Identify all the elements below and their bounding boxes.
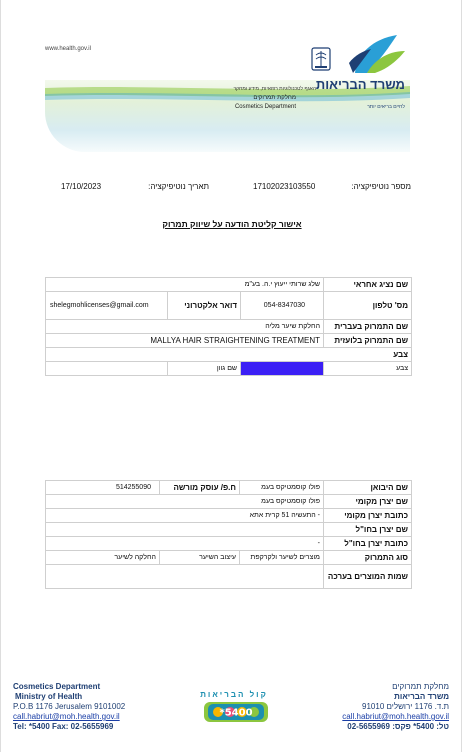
products-value [46, 565, 324, 589]
notification-number: 17102023103550 [253, 182, 316, 191]
foreign-mfr-value [46, 523, 324, 537]
table-row [46, 292, 412, 320]
notification-date-label: תאריך נוטיפיקציה: [148, 182, 209, 191]
hotline-badge [204, 702, 268, 722]
license-label: ח.פ/ עוסק מורשה [160, 481, 240, 495]
ministry-subtitle: לחיים בריאים יותר [367, 104, 405, 110]
product-details-table [45, 277, 412, 376]
table-row [46, 523, 412, 537]
table-row [46, 551, 412, 565]
footer-he-address: ת.ד. 1176 ירושלים 91010 [362, 702, 449, 711]
footer-en-address: P.O.B 1176 Jerusalem 9101002 [13, 702, 126, 711]
name-he-label: שם התמרוק בעברית [324, 320, 412, 334]
responsible-label: שם נציג אחראי [324, 278, 412, 292]
shade-label: שם גוון [168, 362, 241, 376]
manufacturer-details-table [45, 480, 412, 589]
table-row [46, 278, 412, 292]
footer-contact-he [342, 682, 449, 732]
table-row [46, 481, 412, 495]
local-mfr-label: שם יצרן מקומי [324, 495, 412, 509]
ministry-logo-icon [345, 33, 407, 75]
importer-value: פולו קוסמטיקס בעמ [240, 481, 324, 495]
local-mfr-value: פולו קוסמטיקס בעמ [46, 495, 324, 509]
products-label: שמות המוצרים בערכה [324, 565, 412, 589]
table-row [46, 320, 412, 334]
name-en-label: שם התמרוק בלועזית [324, 334, 412, 348]
email-label: דואר אלקטרוני [168, 292, 241, 320]
responsible-value: שלג שרותי ייעוץ י.ה. בע"מ [46, 278, 324, 292]
foreign-mfr-label: שם יצרן בחו"ל [324, 523, 412, 537]
footer-contact-en [13, 682, 125, 732]
phone-value: 054-8347030 [241, 292, 324, 320]
color-header: צבע [46, 348, 412, 362]
table-row [46, 537, 412, 551]
hotline-number: *5400 [219, 707, 253, 719]
hotline-title: קול הבריאות [200, 690, 268, 699]
foreign-addr-label: כתובת יצרן בחו"ל [324, 537, 412, 551]
importer-label: שם היבואן [324, 481, 412, 495]
footer-he-ministry: משרד הבריאות [394, 692, 449, 701]
type-value-1: מוצרים לשיער ולקרקפת [240, 551, 324, 565]
footer-en-email-link[interactable]: call.habriut@moh.health.gov.il [13, 712, 120, 721]
local-addr-label: כתובת יצרן מקומי [324, 509, 412, 523]
department-name-he: מחלקת תמרוקים [253, 95, 296, 101]
division-name: האגף לטכנולוגיות רפואיות, מידע ומחקר [233, 86, 316, 92]
ministry-title: משרד הבריאות [315, 77, 405, 92]
color-redacted [241, 362, 324, 376]
name-he-value: החלקת שיער מליה [46, 320, 324, 334]
table-row [46, 509, 412, 523]
footer-he-email-link[interactable]: call.habriut@moh.health.gov.il [342, 712, 449, 721]
header-url[interactable]: www.health.gov.il [45, 46, 91, 52]
notification-number-label: מספר נוטיפיקציה: [351, 182, 411, 191]
color-label: צבע [324, 362, 412, 376]
table-row [46, 565, 412, 589]
document-title: אישור קליטת הודעה על שיווק תמרוק [162, 219, 302, 229]
type-value-3: החלקה לשיער [46, 551, 160, 565]
table-row [46, 334, 412, 348]
table-row [46, 495, 412, 509]
department-name-en: Cosmetics Department [234, 104, 296, 110]
table-row [46, 362, 412, 376]
state-emblem-icon [310, 46, 332, 74]
type-value-2: עיצוב השיער [160, 551, 240, 565]
email-value[interactable]: shelegmohlicenses@gmail.com [46, 292, 168, 320]
local-addr-value: - התעשיה 51 קרית אתא [46, 509, 324, 523]
type-label: סוג התמרוק [324, 551, 412, 565]
footer-en-phone: Tel: *5400 Fax: 02-5655969 [13, 722, 114, 731]
notification-date: 17/10/2023 [61, 182, 102, 191]
license-value: 514255090 [46, 481, 160, 495]
footer-he-dept: מחלקת תמרוקים [392, 682, 449, 691]
foreign-addr-value: - [46, 537, 324, 551]
phone-label: מס' טלפון [324, 292, 412, 320]
footer-he-phone: טל: 5400* פקס: 02-5655969 [347, 722, 449, 731]
table-row [46, 348, 412, 362]
footer-en-dept: Cosmetics Department [13, 682, 101, 691]
name-en-value: MALLYA HAIR STRAIGHTENING TREATMENT [46, 334, 324, 348]
shade-value [46, 362, 168, 376]
footer-en-ministry: Ministry of Health [15, 692, 83, 701]
